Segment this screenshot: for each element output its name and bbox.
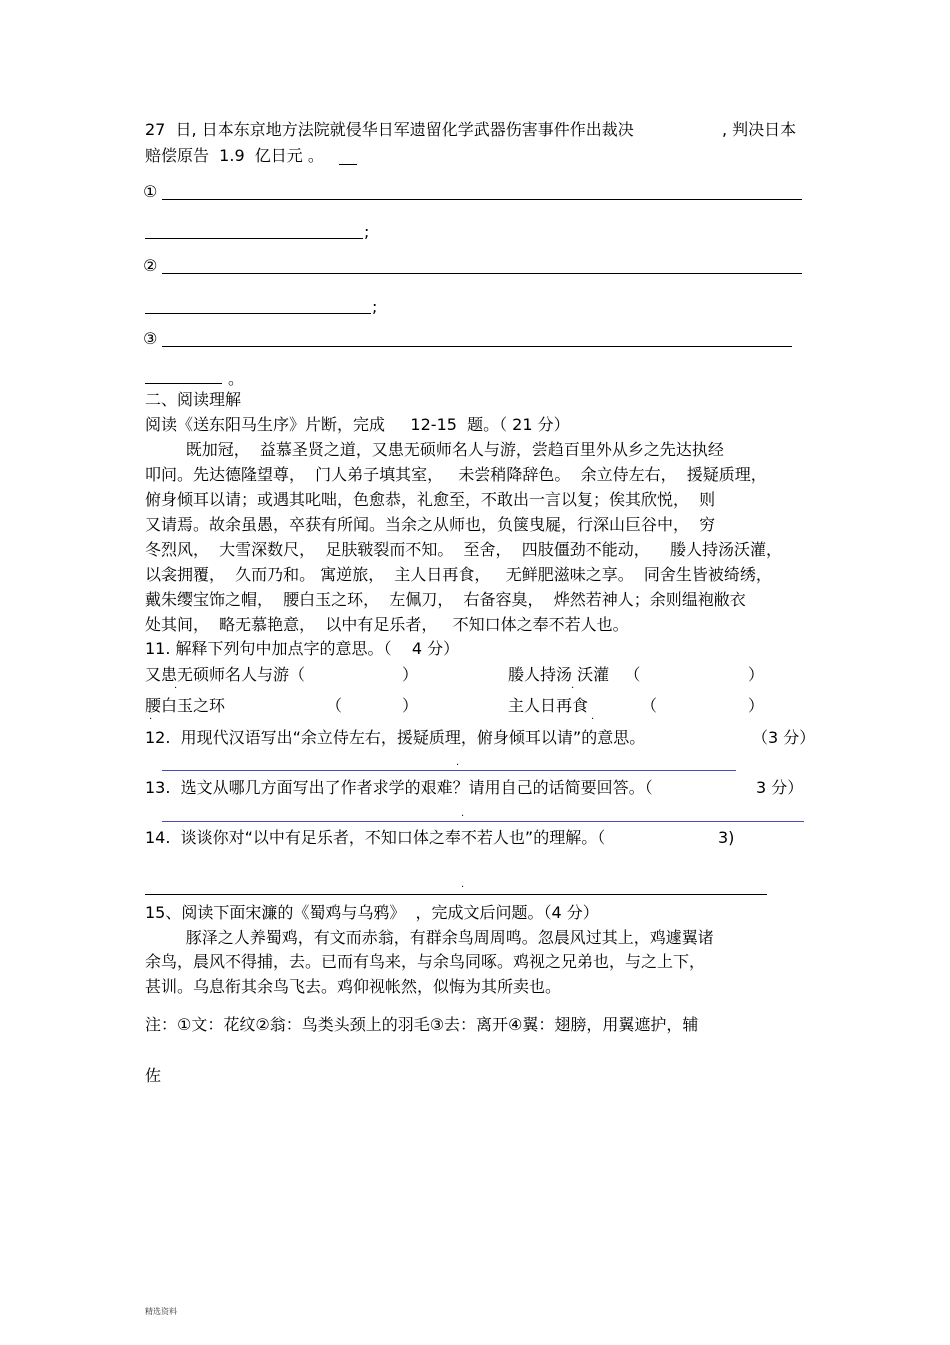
answer-line-2a — [162, 273, 802, 274]
q11-item-3-open: （ — [326, 696, 343, 715]
q11-item-4-open: （ — [641, 696, 658, 715]
q15-passage-line: 豚泽之人养蜀鸡，有文而赤翁，有群余鸟周周鸣。忽晨风过其上，鸡遽翼诸 — [145, 928, 714, 947]
q11-item-3: 腰白玉之环 — [145, 696, 226, 715]
passage-line: 以衾拥覆， 久而乃和。 寓逆旅， 主人日再食， 无鲜肥滋味之享。 同舍生皆被绮绣， — [145, 565, 772, 584]
q14-score: 3) — [718, 828, 735, 847]
q11-title: 11. 解释下列句中加点字的意思。（ 4 分） — [145, 639, 460, 658]
blank-end-1: ; — [364, 222, 370, 241]
q11-item-2-close: ） — [748, 665, 765, 684]
q13-text: 13. 选文从哪几方面写出了作者求学的艰难？请用自己的话简要回答。（ — [145, 778, 653, 797]
passage-line: 俯身倾耳以请；或遇其叱咄，色愈恭，礼愈至，不敢出一言以复；俟其欣悦， 则 — [145, 490, 716, 509]
answer-line-2b — [145, 313, 371, 314]
period-mark: . — [456, 757, 460, 768]
q12-answer-line — [162, 770, 736, 771]
emphasis-dot: · — [174, 683, 178, 694]
page-footer: 精选资料 — [145, 1307, 177, 1316]
q13-score: 3 分） — [756, 778, 804, 797]
q11-item-1: 又患无硕师名人与游（ — [145, 665, 306, 684]
q12-score: （3 分） — [752, 728, 816, 747]
section-title: 二、阅读理解 — [145, 390, 242, 409]
q11-item-4-close: ） — [748, 696, 765, 715]
answer-line-3b — [145, 383, 222, 384]
q15-note: 注：①文：花纹②翁：鸟类头颈上的羽毛③去：离开④翼：翅膀，用翼遮护，辅 — [145, 1015, 699, 1034]
q15-note-cont: 佐 — [145, 1066, 162, 1085]
short-blank-line — [339, 164, 357, 165]
passage-line: 处其间， 略无慕艳意， 以中有足乐者， 不知口体之奉不若人也。 — [145, 615, 629, 634]
q15-passage-line: 余鸟，晨风不得捕，去。已而有鸟来，与余鸟同啄。鸡视之兄弟也，与之上下， — [145, 952, 706, 971]
q14-text: 14. 谈谈你对“以中有足乐者，不知口体之奉不若人也”的理解。（ — [145, 828, 606, 847]
q11-item-2: 媵人持汤 沃灌 （ — [508, 665, 641, 684]
q14-answer-line — [145, 894, 767, 895]
blank-mark-1: ① — [143, 182, 158, 201]
section-instruction: 阅读《送东阳马生序》片断，完成 12-15 题。（ 21 分） — [145, 415, 570, 434]
blank-end-3: 。 — [228, 369, 245, 388]
blank-mark-2: ② — [143, 256, 158, 275]
blank-end-2: ; — [372, 297, 378, 316]
period-mark: . — [461, 879, 465, 890]
passage-line: 又请焉。故余虽愚，卒获有所闻。当余之从师也，负箧曳屣，行深山巨谷中， 穷 — [145, 515, 716, 534]
emphasis-dot: · — [591, 714, 595, 725]
passage-line: 既加冠， 益慕圣贤之道，又患无硕师名人与游，尝趋百里外从乡之先达执经 — [145, 440, 724, 459]
q11-item-1-close: ） — [402, 665, 419, 684]
q11-item-3-close: ） — [402, 696, 419, 715]
intro-line-1a: 27 日, 日本东京地方法院就侵华日军遗留化学武器伤害事件作出裁决 — [145, 120, 634, 139]
answer-line-1b — [145, 238, 363, 239]
intro-line-1b: , 判决日本 — [722, 120, 797, 139]
q15-passage-line: 甚训。乌息衔其余鸟飞去。鸡仰视帐然，似悔为其所卖也。 — [145, 977, 562, 996]
q11-item-4: 主人日再食 — [508, 696, 589, 715]
emphasis-dot: · — [571, 683, 575, 694]
period-mark: . — [461, 808, 465, 819]
answer-line-3a — [162, 346, 792, 347]
q12-text: 12. 用现代汉语写出“余立侍左右，援疑质理，俯身倾耳以请”的意思。 — [145, 728, 646, 747]
passage-line: 叩问。先达德隆望尊， 门人弟子填其室， 未尝稍降辞色。 余立侍左右， 援疑质理， — [145, 465, 767, 484]
passage-line: 冬烈风， 大雪深数尺， 足肤皲裂而不知。 至舍， 四肢僵劲不能动， 媵人持汤沃灌， — [145, 540, 783, 559]
answer-line-1a — [162, 199, 802, 200]
passage-line: 戴朱缨宝饰之帽， 腰白玉之环， 左佩刀， 右备容臭， 烨然若神人；余则缊袍敝衣 — [145, 590, 746, 609]
intro-line-2: 赔偿原告 1.9 亿日元 。 — [145, 146, 324, 165]
q13-answer-line — [162, 821, 804, 822]
blank-mark-3: ③ — [143, 329, 158, 348]
q15-title: 15、阅读下面宋濂的《蜀鸡与乌鸦》 ，完成文后问题。（4 分） — [145, 903, 599, 922]
emphasis-dot: · — [149, 714, 153, 725]
